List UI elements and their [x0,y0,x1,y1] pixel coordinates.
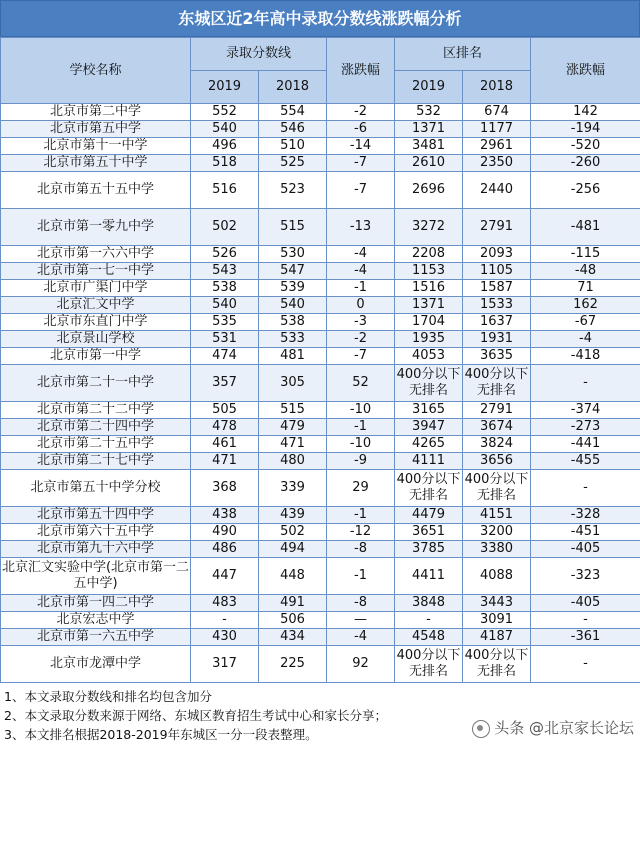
score-2019-cell: 490 [191,524,259,541]
score-change-cell: -4 [327,246,395,263]
rank-2018-cell: 3091 [463,612,531,629]
footnote: 1、本文录取分数线和排名均包含加分 [4,689,212,704]
score-change-cell: 52 [327,365,395,402]
rank-2018-cell: 1533 [463,297,531,314]
score-2018-cell: 481 [259,348,327,365]
score-2019-cell: 531 [191,331,259,348]
score-2019-cell: 518 [191,155,259,172]
rank-2018-cell: 3656 [463,453,531,470]
score-2019-cell: 496 [191,138,259,155]
table-row [1,646,640,683]
rank-change-cell: - [531,646,640,683]
score-2018-cell: 533 [259,331,327,348]
rank-2018-cell: 3635 [463,348,531,365]
rank-2018-cell: 1587 [463,280,531,297]
score-2018-cell: 547 [259,263,327,280]
rank-2018-cell: 400分以下无排名 [463,365,531,402]
school-name-cell: 北京市东直门中学 [1,314,191,331]
rank-2018-cell: 1931 [463,331,531,348]
rank-2019-cell: 4265 [395,436,463,453]
watermark [472,719,634,738]
toutiao-logo-icon [472,720,490,738]
score-2018-cell: 515 [259,402,327,419]
score-change-cell: -1 [327,419,395,436]
score-2019-cell: 502 [191,209,259,246]
rank-change-cell: - [531,470,640,507]
rank-2018-cell: 2440 [463,172,531,209]
rank-2019-cell: 4411 [395,558,463,595]
score-change-cell: -8 [327,595,395,612]
rank-change-cell: -260 [531,155,640,172]
school-name-cell: 北京市第五十中学 [1,155,191,172]
score-change-cell: 29 [327,470,395,507]
score-2018-cell: 525 [259,155,327,172]
rank-2019-cell: 2696 [395,172,463,209]
score-2018-cell: 491 [259,595,327,612]
rank-2018-cell: 2961 [463,138,531,155]
score-2018-cell: 523 [259,172,327,209]
table-row [1,280,640,297]
score-2018-cell: 515 [259,209,327,246]
score-change-cell: -7 [327,348,395,365]
score-2018-cell: 339 [259,470,327,507]
rank-2018-cell: 4088 [463,558,531,595]
score-2018-cell: 305 [259,365,327,402]
score-2019-cell: 478 [191,419,259,436]
table-row [1,246,640,263]
score-change-cell: -9 [327,453,395,470]
school-name-cell: 北京市第二十一中学 [1,365,191,402]
table-row [1,419,640,436]
table-row [1,612,640,629]
score-change-cell: -13 [327,209,395,246]
rank-change-cell: -520 [531,138,640,155]
rank-2019-cell: - [395,612,463,629]
score-change-cell: -8 [327,541,395,558]
rank-2018-cell: 2791 [463,402,531,419]
rank-2018-cell: 3200 [463,524,531,541]
rank-2018-cell: 1637 [463,314,531,331]
school-name-cell: 北京市第十一中学 [1,138,191,155]
table-body [1,104,640,683]
header-district-rank: 区排名 [395,38,531,71]
header-score-change: 涨跌幅 [327,38,395,104]
watermark-text: 头条 @北京家长论坛 [494,719,634,737]
school-name-cell: 北京市第二十四中学 [1,419,191,436]
score-2019-cell: 483 [191,595,259,612]
score-2018-cell: 479 [259,419,327,436]
rank-2018-cell: 4151 [463,507,531,524]
score-change-cell: -3 [327,314,395,331]
score-2019-cell: - [191,612,259,629]
score-change-cell: 0 [327,297,395,314]
school-name-cell: 北京市第六十五中学 [1,524,191,541]
table-row [1,453,640,470]
rank-2018-cell: 3824 [463,436,531,453]
rank-2019-cell: 2610 [395,155,463,172]
rank-change-cell: -115 [531,246,640,263]
school-name-cell: 北京市第一六五中学 [1,629,191,646]
score-2019-cell: 447 [191,558,259,595]
rank-2019-cell: 3947 [395,419,463,436]
rank-2019-cell: 1153 [395,263,463,280]
footnote: 2、本文录取分数来源于网络、东城区教育招生考试中心和家长分享； [4,708,387,723]
school-name-cell: 北京市第二十五中学 [1,436,191,453]
rank-change-cell: -451 [531,524,640,541]
rank-2019-cell: 3848 [395,595,463,612]
table-title: 东城区近2年高中录取分数线涨跌幅分析 [0,0,640,37]
footnotes [0,683,640,746]
score-2018-cell: 510 [259,138,327,155]
school-name-cell: 北京汇文中学 [1,297,191,314]
rank-2018-cell: 4187 [463,629,531,646]
table-row [1,121,640,138]
table-row [1,365,640,402]
table-row [1,263,640,280]
score-2019-cell: 538 [191,280,259,297]
rank-2018-cell: 674 [463,104,531,121]
score-2018-cell: 448 [259,558,327,595]
table-row [1,595,640,612]
rank-change-cell: -4 [531,331,640,348]
rank-2019-cell: 4111 [395,453,463,470]
rank-2018-cell: 2791 [463,209,531,246]
score-change-cell: -1 [327,558,395,595]
rank-change-cell: -481 [531,209,640,246]
rank-2019-cell: 4479 [395,507,463,524]
rank-2019-cell: 1371 [395,121,463,138]
table-row [1,541,640,558]
score-2019-cell: 505 [191,402,259,419]
school-name-cell: 北京市龙潭中学 [1,646,191,683]
rank-change-cell: -405 [531,595,640,612]
rank-2019-cell: 3165 [395,402,463,419]
score-2019-cell: 430 [191,629,259,646]
score-2018-cell: 225 [259,646,327,683]
score-change-cell: 92 [327,646,395,683]
rank-change-cell: -418 [531,348,640,365]
table-row [1,629,640,646]
school-name-cell: 北京市第五十中学分校 [1,470,191,507]
rank-2018-cell: 1177 [463,121,531,138]
table-row [1,348,640,365]
rank-change-cell: -361 [531,629,640,646]
rank-2019-cell: 1371 [395,297,463,314]
rank-2018-cell: 3443 [463,595,531,612]
rank-2019-cell: 3272 [395,209,463,246]
rank-2019-cell: 400分以下无排名 [395,646,463,683]
score-change-cell: -1 [327,507,395,524]
rank-2019-cell: 2208 [395,246,463,263]
score-2019-cell: 552 [191,104,259,121]
table-row [1,297,640,314]
score-2018-cell: 494 [259,541,327,558]
score-change-cell: -4 [327,629,395,646]
rank-change-cell: -256 [531,172,640,209]
score-change-cell: -1 [327,280,395,297]
score-change-cell: -7 [327,155,395,172]
table-row [1,507,640,524]
score-2018-cell: 540 [259,297,327,314]
rank-2019-cell: 4548 [395,629,463,646]
header-admission-score: 录取分数线 [191,38,327,71]
school-name-cell: 北京市第五中学 [1,121,191,138]
score-2019-cell: 474 [191,348,259,365]
score-change-cell: -12 [327,524,395,541]
score-2018-cell: 554 [259,104,327,121]
score-2019-cell: 486 [191,541,259,558]
table-row [1,138,640,155]
school-name-cell: 北京市第五十四中学 [1,507,191,524]
rank-change-cell: 142 [531,104,640,121]
score-change-cell: -2 [327,104,395,121]
school-name-cell: 北京市第一六六中学 [1,246,191,263]
school-name-cell: 北京宏志中学 [1,612,191,629]
score-2018-cell: 546 [259,121,327,138]
rank-2018-cell: 3380 [463,541,531,558]
score-change-cell: -4 [327,263,395,280]
rank-change-cell: -455 [531,453,640,470]
rank-change-cell: - [531,365,640,402]
rank-change-cell: -374 [531,402,640,419]
rank-2018-cell: 400分以下无排名 [463,646,531,683]
score-change-cell: -2 [327,331,395,348]
school-name-cell: 北京市第二十二中学 [1,402,191,419]
school-name-cell: 北京汇文实验中学(北京市第一二 五中学) [1,558,191,595]
rank-2019-cell: 532 [395,104,463,121]
score-change-cell: — [327,612,395,629]
header-rank-2019: 2019 [395,71,463,104]
school-name-cell: 北京市广渠门中学 [1,280,191,297]
school-name-cell: 北京市第九十六中学 [1,541,191,558]
rank-2019-cell: 1516 [395,280,463,297]
score-change-cell: -7 [327,172,395,209]
score-2018-cell: 530 [259,246,327,263]
score-2018-cell: 471 [259,436,327,453]
header-school-name: 学校名称 [1,38,191,104]
table-row [1,155,640,172]
score-table [0,37,640,683]
rank-change-cell: -67 [531,314,640,331]
score-2018-cell: 538 [259,314,327,331]
table-row [1,172,640,209]
rank-change-cell: -405 [531,541,640,558]
rank-2019-cell: 1704 [395,314,463,331]
footnote: 3、本文排名根据2018-2019年东城区一分一段表整理。 [4,727,318,742]
rank-change-cell: -328 [531,507,640,524]
score-change-cell: -10 [327,402,395,419]
score-2019-cell: 461 [191,436,259,453]
rank-2018-cell: 2093 [463,246,531,263]
rank-2019-cell: 4053 [395,348,463,365]
score-2019-cell: 438 [191,507,259,524]
score-2018-cell: 539 [259,280,327,297]
rank-2018-cell: 1105 [463,263,531,280]
rank-2019-cell: 3481 [395,138,463,155]
rank-2018-cell: 400分以下无排名 [463,470,531,507]
score-change-cell: -6 [327,121,395,138]
score-change-cell: -10 [327,436,395,453]
table-row [1,558,640,595]
rank-change-cell: -441 [531,436,640,453]
score-2019-cell: 526 [191,246,259,263]
school-name-cell: 北京市第一中学 [1,348,191,365]
score-2019-cell: 317 [191,646,259,683]
header-score-2018: 2018 [259,71,327,104]
score-2019-cell: 535 [191,314,259,331]
table-row [1,402,640,419]
rank-2019-cell: 400分以下无排名 [395,365,463,402]
school-name-cell: 北京市第二十七中学 [1,453,191,470]
table-row [1,331,640,348]
rank-2018-cell: 2350 [463,155,531,172]
table-row [1,524,640,541]
rank-2019-cell: 3785 [395,541,463,558]
score-2019-cell: 543 [191,263,259,280]
rank-change-cell: -194 [531,121,640,138]
rank-2019-cell: 400分以下无排名 [395,470,463,507]
table-row [1,314,640,331]
rank-2018-cell: 3674 [463,419,531,436]
rank-change-cell: - [531,612,640,629]
score-2019-cell: 368 [191,470,259,507]
rank-change-cell: 71 [531,280,640,297]
school-name-cell: 北京市第一四二中学 [1,595,191,612]
score-2019-cell: 540 [191,121,259,138]
rank-2019-cell: 1935 [395,331,463,348]
score-2018-cell: 480 [259,453,327,470]
score-2019-cell: 540 [191,297,259,314]
rank-change-cell: 162 [531,297,640,314]
header-score-2019: 2019 [191,71,259,104]
score-2019-cell: 357 [191,365,259,402]
table-row [1,436,640,453]
score-2018-cell: 434 [259,629,327,646]
rank-2019-cell: 3651 [395,524,463,541]
score-2019-cell: 516 [191,172,259,209]
rank-change-cell: -273 [531,419,640,436]
school-name-cell: 北京市第二中学 [1,104,191,121]
score-2019-cell: 471 [191,453,259,470]
school-name-cell: 北京景山学校 [1,331,191,348]
school-name-cell: 北京市第一零九中学 [1,209,191,246]
header-rank-change: 涨跌幅 [531,38,640,104]
table-row [1,104,640,121]
rank-change-cell: -48 [531,263,640,280]
rank-change-cell: -323 [531,558,640,595]
score-2018-cell: 502 [259,524,327,541]
score-change-cell: -14 [327,138,395,155]
school-name-cell: 北京市第一七一中学 [1,263,191,280]
table-row [1,209,640,246]
header-rank-2018: 2018 [463,71,531,104]
score-2018-cell: 506 [259,612,327,629]
table-row [1,470,640,507]
school-name-cell: 北京市第五十五中学 [1,172,191,209]
score-2018-cell: 439 [259,507,327,524]
